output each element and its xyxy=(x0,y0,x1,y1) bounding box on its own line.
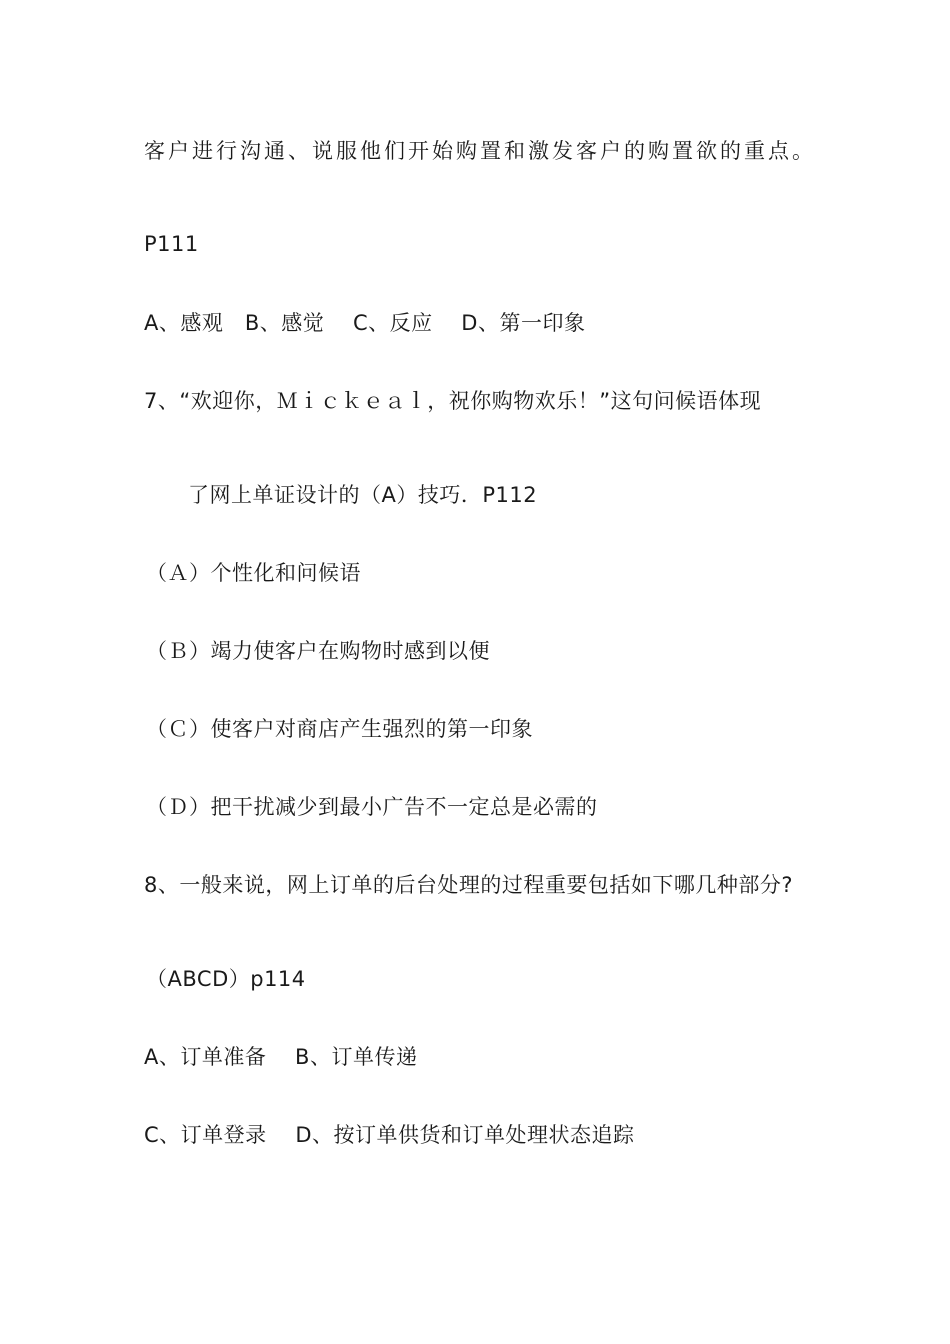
option-c: （Ｃ）使客户对商店产生强烈的第一印象 xyxy=(146,717,533,741)
options-line-q8-ab: A、订单准备 B、订单传递 xyxy=(144,1045,418,1069)
options-line-q6: A、感观 B、感觉 C、反应 D、第一印象 xyxy=(144,311,586,335)
question-7: 7、“欢迎你，Ｍｉｃｋｅａｌ，祝你购物欢乐！”这句问候语体现 xyxy=(144,389,762,413)
text-line-1: 客户进行沟通、说服他们开始购置和激发客户的购置欲的重点。 xyxy=(144,139,816,163)
option-b: （Ｂ）竭力使客户在购物时感到以便 xyxy=(146,639,490,663)
options-line-q8-cd: C、订单登录 D、按订单供货和订单处理状态追踪 xyxy=(144,1123,635,1147)
question-8: 8、一般来说，网上订单的后台处理的过程重要包括如下哪几种部分? xyxy=(144,873,794,897)
option-a: （Ａ）个性化和问候语 xyxy=(146,561,361,585)
option-d: （Ｄ）把干扰减少到最小广告不一定总是必需的 xyxy=(146,795,598,819)
page-reference-p111: P111 xyxy=(144,232,199,256)
question-7-continuation: 了网上单证设计的（A）技巧．P112 xyxy=(188,483,538,507)
answer-q8: （ABCD）p114 xyxy=(146,967,306,991)
